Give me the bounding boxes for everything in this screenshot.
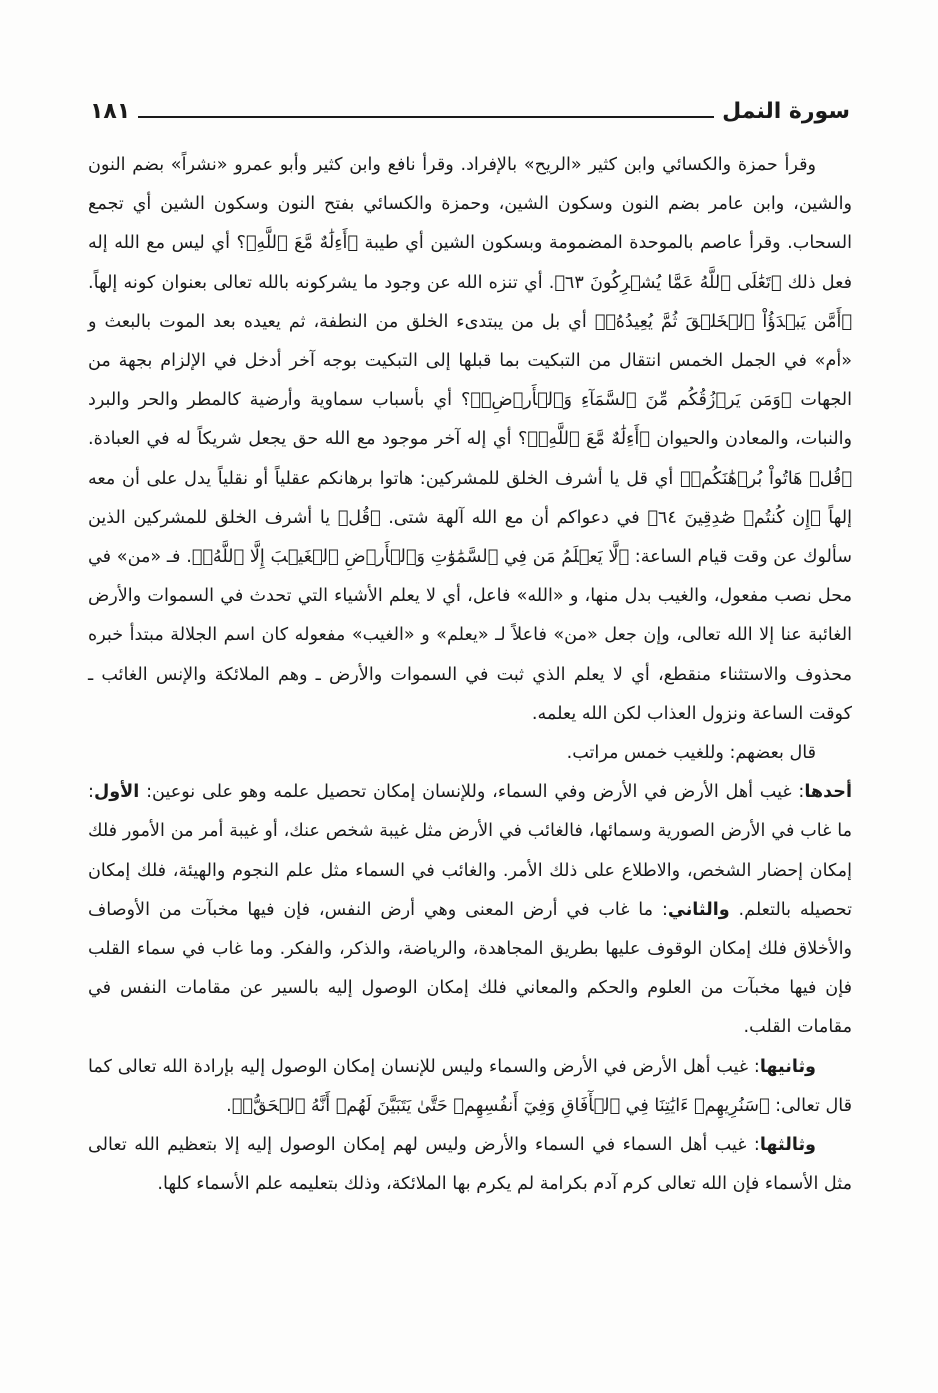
first-rank-text-c: : ما غاب في أرض المعنى وهي أرض النفس، فإن فيها مخبآت من الأوصاف والأخلاق فلك إمكان الوقوف عليها بطريق المجاهدة، والرياضة، والذكر، والفكر. وما غاب في سماء القلب فإن فيها مخبآت من العلوم والحكم والمعاني فلك إمكان الوصول إليه بالسير عن مقامات النفس في مقامات القلب. — [88, 899, 852, 1038]
page-number: ١٨١ — [90, 99, 131, 124]
second-type-label: والثاني — [667, 899, 730, 920]
second-rank-text: : غيب أهل الأرض في الأرض والسماء وليس للإنسان إمكان الوصول إليه بإرادة الله تعالى كما قال تعالى: ﴿سَنُرِيهِمۡ ءَايَٰتِنَا فِي ٱلۡأٓفَاقِ وَفِيٓ أَنفُسِهِمۡ حَتَّىٰ يَتَبَيَّنَ لَهُمۡ أَنَّهُ ٱلۡحَقُّۗ﴾. — [88, 1056, 852, 1116]
page-body — [88, 146, 852, 1204]
second-rank-label: وثانيها — [759, 1056, 816, 1077]
paragraph-second-rank — [88, 1048, 852, 1126]
third-rank-label: وثالثها — [759, 1135, 816, 1156]
paragraph-ranks-intro: قال بعضهم: وللغيب خمس مراتب. — [566, 743, 816, 764]
paragraph-third-rank — [88, 1126, 852, 1204]
first-rank-label: أحدها — [804, 782, 852, 803]
header-rule — [138, 116, 714, 118]
first-rank-text-a: : غيب أهل الأرض في الأرض وفي السماء، وللإنسان إمكان تحصيل علمه وهو على نوعين: — [139, 782, 805, 803]
third-rank-text: : غيب أهل السماء في السماء والأرض وليس لهم إمكان الوصول إليه إلا بتعظيم الله تعالى مثل الأسماء فإن الله تعالى كرم آدم بكرامة لم يكرم بها الملائكة، وذلك بتعليمه علم الأسماء كلها. — [88, 1135, 852, 1195]
surah-title: سورة النمل — [722, 99, 850, 124]
paragraph-main: وقرأ حمزة والكسائي وابن كثير «الريح» بالإفراد. وقرأ نافع وابن كثير وأبو عمرو «نشراً» بضم النون والشين، وابن عامر بضم النون وسكون الشين، وحمزة والكسائي بفتح النون وسكون الشين أي تجمع السحاب. وقرأ عاصم بالموحدة المضمومة وبسكون الشين أي طيبة ﴿أَءِلَٰهٌ مَّعَ ٱللَّهِ﴾؟ أي ليس مع الله إله فعل ذلك ﴿تَعَٰلَى ٱللَّهُ عَمَّا يُشۡرِكُونَ ٦٣﴾. أي تنزه الله عن وجود ما يشركونه بالله تعالى بعنوان كونه إلهاً. ﴿أَمَّن يَبۡدَؤُاْ ٱلۡخَلۡقَ ثُمَّ يُعِيدُهُۥ﴾ أي بل من يبتدىء الخلق من النطفة، ثم يعيده بعد الموت بالبعث و «أم» في الجمل الخمس انتقال من التبكيت بما قبلها إلى التبكيت بوجه آخر أدخل في الإلزام بجهة من الجهات ﴿وَمَن يَرۡزُقُكُم مِّنَ ٱلسَّمَآءِ وَٱلۡأَرۡضِۗ﴾؟ أي بأسباب سماوية وأرضية كالمطر والحر والبرد والنبات، والمعادن والحيوان ﴿أَءِلَٰهٌ مَّعَ ٱللَّهِۚ﴾؟ أي إله آخر موجود مع الله حق يجعل شريكاً له في العبادة. ﴿قُلۡ هَاتُواْ بُرۡهَٰنَكُمۡ﴾ أي قل يا أشرف الخلق للمشركين: هاتوا برهانكم عقلياً أو نقلياً يدل على أن معه إلهاً ﴿إِن كُنتُمۡ صَٰدِقِينَ ٦٤﴾ في دعواكم أن مع الله آلهة شتى. ﴿قُل﴾ يا أشرف الخلق للمشركين الذين سألوك عن وقت قيام الساعة: ﴿لَّا يَعۡلَمُ مَن فِي ٱلسَّمَٰوَٰتِ وَٱلۡأَرۡضِ ٱلۡغَيۡبَ إِلَّا ٱللَّهُۚ﴾. فـ «من» في محل نصب مفعول، والغيب بدل منها، و «الله» فاعل، أي لا يعلم الأشياء التي تحدث في السموات والأرض الغائبة عنا إلا الله تعالى، وإن جعل «من» فاعلاً لـ «يعلم» و «الغيب» مفعوله كان اسم الجلالة مبتدأ خبره محذوف والاستثناء منقطع، أي لا يعلم الذي ثبت في السموات والأرض ـ وهم الملائكة والإنس الغائب ـ كوقت الساعة ونزول العذاب لكن الله يعلمه. — [88, 155, 852, 724]
page-header — [90, 90, 850, 130]
first-type-label: الأول — [93, 782, 140, 803]
paragraph-first-rank — [88, 773, 852, 1047]
first-rank-text-b: : ما غاب في الأرض الصورية وسمائها، فالغائب في الأرض مثل غيبة شخص عنك، أو غيبة أمر من الأمور فلك إمكان إحضار الشخص، والاطلاع على ذلك الأمر. والغائب في السماء مثل علم النجوم والهيئة، فلك إمكان تحصيله بالتعلم. — [88, 782, 852, 920]
